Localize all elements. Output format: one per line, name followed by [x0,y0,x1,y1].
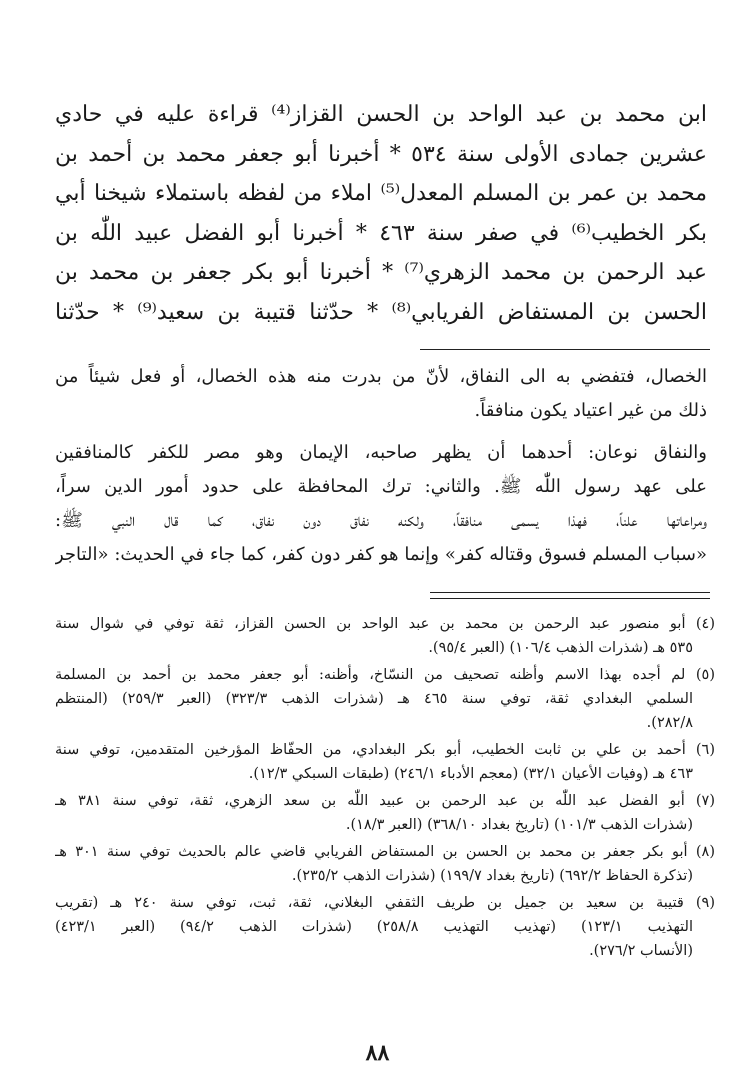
commentary-line: ومراعاتها علناً، فهذا يسمى منافقاً، ولكنه نفاق دون نفاق، كما قال النبي ﷺ: [55,510,707,531]
footnote-5 [55,663,715,735]
page-number: ٨٨ [365,1040,390,1066]
main-text-line: عشرين جمادى الأولى سنة ٥٣٤ * أخبرنا أبو جعفر محمد بن أحمد بن [55,141,707,167]
footnote-line: (٧) أبو الفضل عبد اللّٰه بن عبد الرحمن بن عبيد اللّٰه بن سعد الزهري، ثقة، توفي سنة ٣٨١ هـ [55,793,715,809]
footnote-7 [55,789,715,837]
footnote-line: (٤) أبو منصور عبد الرحمن بن محمد بن عبد الواحد بن الحسن القزاز، ثقة توفي في شوال سنة [55,616,715,632]
footnote-line: التهذيب ١٢٣/١) (تهذيب التهذيب ٢٥٨/٨) (شذرات الذهب ٩٤/٢) (العبر ٤٢٣/١) [55,919,693,935]
footnote-line: (٥) لم أجده بهذا الاسم وأظنه تصحيف من النسّاخ، وأظنه: أبو جعفر محمد بن أحمد بن المسلمة [55,667,715,683]
footnote-line: (تذكرة الحفاظ ٦٩٢/٢) (تاريخ بغداد ١٩٩/٧) (شذرات الذهب ٢٣٥/٢). [291,868,693,884]
footnote-line: (٩) قتيبة بن سعيد بن جميل بن طريف الثقفي البغلاني، ثقة، ثبت، توفي سنة ٢٤٠ هـ (تقريب [55,895,715,911]
footnote-line: السلمي البغدادي ثقة، توفي سنة ٤٦٥ هـ (شذرات الذهب ٣٢٣/٣) (العبر ٢٥٩/٣) (المنتظم [55,691,693,707]
commentary-line: على عهد رسول اللّٰه ﷺ. والثاني: ترك المحافظة على حدود أمور الدين سراً، [55,476,707,497]
footnote-9 [55,891,715,963]
footnote-separator-bottom [430,598,710,599]
footnote-line: ٥٣٥ هـ (شذرات الذهب ١٠٦/٤) (العبر ٩٥/٤). [428,640,693,656]
main-text-line: محمد بن عمر بن المسلم المعدل⁽⁵⁾ املاء من لفظه باستملاء شيخنا أبي [55,181,707,206]
footnotes-block [55,612,715,966]
main-text-line: عبد الرحمن بن محمد الزهري⁽⁷⁾ * أخبرنا أبو بكر جعفر بن محمد بن [55,260,707,285]
footnote-8 [55,840,715,888]
main-text-block [55,95,707,332]
commentary-line: الخصال، فتفضي به الى النفاق، لأنّ من بدرت منه هذه الخصال، أو فعل شيئاً من [55,366,707,387]
footnote-line: (الأنساب ٢٧٦/٢). [589,943,693,959]
commentary-line: ذلك من غير اعتياد يكون منافقاً. [474,400,707,421]
commentary-line: «سباب المسلم فسوق وقتاله كفر» وإنما هو كفر دون كفر، كما جاء في الحديث: «التاجر [55,544,707,565]
footnote-separator-top [430,592,710,593]
footnote-line: (٨) أبو بكر جعفر بن محمد بن الحسن بن المستفاض الفريابي قاضي عالم بالحديث توفي سنة ٣٠١ هـ [55,844,715,860]
footnote-line: (٦) أحمد بن علي بن ثابت الخطيب، أبو بكر البغدادي، من الحفّاظ المؤرخين المتقدمين، توفي سنة [55,742,715,758]
main-text-line: الحسن بن المستفاض الفريابي⁽⁸⁾ * حدّثنا قتيبة بن سعيد⁽⁹⁾ * حدّثنا [55,299,707,325]
main-text-line: ابن محمد بن عبد الواحد بن الحسن القزاز⁽⁴⁾ قراءة عليه في حادي [55,102,707,127]
main-text-line: بكر الخطيب⁽⁶⁾ في صفر سنة ٤٦٣ * أخبرنا أبو الفضل عبيد اللّٰه بن [55,220,707,246]
commentary-line: والنفاق نوعان: أحدهما أن يظهر صاحبه، الإيمان وهو مصر للكفر كالمنافقين [55,442,707,463]
footnote-4 [55,612,715,660]
paragraph-gap [55,428,707,436]
commentary-block [55,360,707,572]
footnote-line: ٢٨٢/٨). [646,715,693,731]
footnote-6 [55,738,715,786]
footnote-line: ٤٦٣ هـ (وفيات الأعيان ٣٢/١) (معجم الأدباء ٢٤٦/١) (طبقات السبكي ١٢/٣). [248,766,693,782]
separator-rule [420,349,710,350]
footnote-line: (شذرات الذهب ١٠١/٣) (تاريخ بغداد ٣٦٨/١٠) (العبر ١٨/٣). [345,817,693,833]
